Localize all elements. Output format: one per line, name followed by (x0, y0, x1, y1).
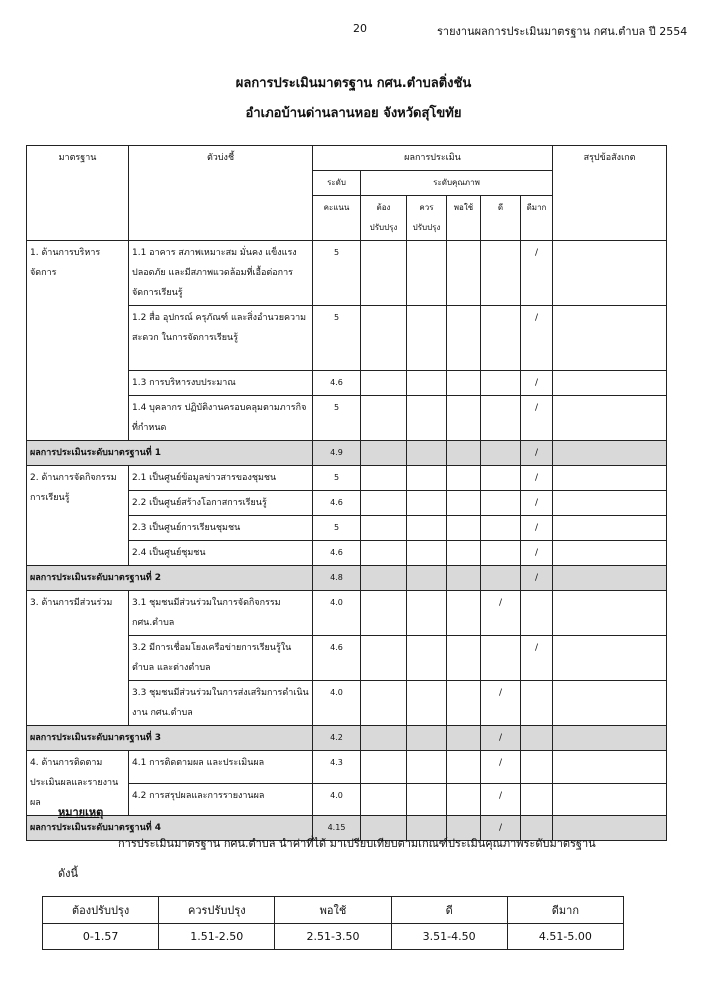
level-cell (481, 396, 521, 441)
indicator-cell: 2.2 เป็นศูนย์สร้างโอกาสการเรียนรู้ (129, 491, 313, 516)
summary-row (27, 566, 667, 591)
header-level-very-good: ดีมาก (521, 196, 553, 241)
indicator-row (27, 241, 667, 306)
indicator-cell: 3.1 ชุมชนมีส่วนร่วมในการจัดกิจกรรม กศน.ตำบล (129, 591, 313, 636)
level-cell (361, 491, 407, 516)
summary-level-cell (361, 726, 407, 751)
criteria-label: ควรปรับปรุง (159, 897, 275, 924)
header-level-must-improve: ต้อง ปรับปรุง (361, 196, 407, 241)
indicator-cell: 4.1 การติดตามผล และประเมินผล (129, 751, 313, 784)
standard-cell: 1. ด้านการบริหารจัดการ (27, 241, 129, 441)
level-cell: / (521, 541, 553, 566)
level-cell (481, 306, 521, 371)
level-cell (447, 636, 481, 681)
criteria-range: 4.51-5.00 (507, 924, 623, 950)
criteria-label: ต้องปรับปรุง (43, 897, 159, 924)
criteria-range: 0-1.57 (43, 924, 159, 950)
summary-label: ผลการประเมินระดับมาตรฐานที่ 3 (27, 726, 313, 751)
level-cell (447, 516, 481, 541)
note-text: การประเมินมาตรฐาน กศน.ตำบล นำค่าที่ได้ มาเปรียบเทียบตามเกณฑ์ประเมินคุณภาพระดับมาตรฐาน (118, 837, 596, 850)
level-cell (481, 541, 521, 566)
note-text-continued: ดังนี้ (58, 867, 79, 880)
level-cell (407, 396, 447, 441)
score-cell: 5 (313, 396, 361, 441)
note-title: หมายเหตุ (58, 806, 104, 819)
level-cell (521, 783, 553, 816)
indicator-cell: 3.2 มีการเชื่อมโยงเครือข่ายการเรียนรู้ในตำบล และต่างตำบล (129, 636, 313, 681)
level-cell (447, 306, 481, 371)
level-cell (407, 241, 447, 306)
observation-cell (553, 591, 667, 636)
observation-cell (553, 751, 667, 784)
summary-observation-cell (553, 566, 667, 591)
level-cell (361, 241, 407, 306)
summary-row (27, 726, 667, 751)
summary-level-cell (447, 726, 481, 751)
document-subtitle: อำเภอบ้านด่านลานหอย จังหวัดสุโขทัย (245, 106, 462, 121)
indicator-cell: 2.4 เป็นศูนย์ชุมชน (129, 541, 313, 566)
header-standard: มาตรฐาน (27, 146, 129, 241)
indicator-row (27, 591, 667, 636)
summary-label: ผลการประเมินระดับมาตรฐานที่ 2 (27, 566, 313, 591)
level-cell: / (481, 591, 521, 636)
level-cell (407, 466, 447, 491)
criteria-range: 3.51-4.50 (391, 924, 507, 950)
level-cell (361, 541, 407, 566)
level-cell (361, 396, 407, 441)
summary-label: ผลการประเมินระดับมาตรฐานที่ 1 (27, 441, 313, 466)
level-cell (481, 466, 521, 491)
level-cell: / (521, 466, 553, 491)
observation-cell (553, 516, 667, 541)
score-cell: 4.3 (313, 751, 361, 784)
observation-cell (553, 636, 667, 681)
level-cell (407, 783, 447, 816)
header-indicator: ตัวบ่งชี้ (129, 146, 313, 241)
level-cell (361, 783, 407, 816)
criteria-label: พอใช้ (275, 897, 391, 924)
level-cell (521, 751, 553, 784)
indicator-row (27, 751, 667, 784)
score-cell: 5 (313, 306, 361, 371)
level-cell (447, 681, 481, 726)
observation-cell (553, 371, 667, 396)
criteria-label: ดีมาก (507, 897, 623, 924)
evaluation-table (26, 145, 667, 841)
level-cell (481, 636, 521, 681)
score-cell: 5 (313, 241, 361, 306)
level-cell (407, 636, 447, 681)
level-cell (407, 371, 447, 396)
observation-cell (553, 306, 667, 371)
indicator-cell: 3.3 ชุมชนมีส่วนร่วมในการส่งเสริมการดำเนินงาน กศน.ตำบล (129, 681, 313, 726)
level-cell (361, 681, 407, 726)
summary-level-cell: / (481, 816, 521, 841)
level-cell: / (521, 241, 553, 306)
criteria-range: 1.51-2.50 (159, 924, 275, 950)
criteria-table (42, 896, 624, 950)
standard-cell: 2. ด้านการจัดกิจกรรมการเรียนรู้ (27, 466, 129, 566)
score-cell: 4.6 (313, 491, 361, 516)
level-cell: / (521, 371, 553, 396)
observation-cell (553, 396, 667, 441)
report-header-title: รายงานผลการประเมินมาตรฐาน กศน.ตำบล ปี 2554 (437, 25, 688, 38)
summary-level-cell (521, 726, 553, 751)
level-cell (407, 306, 447, 371)
summary-level-cell (407, 726, 447, 751)
summary-level-cell: / (521, 566, 553, 591)
standard-cell: 4. ด้านการติดตามประเมินผลและรายงานผล (27, 751, 129, 816)
level-cell (447, 466, 481, 491)
level-cell (361, 636, 407, 681)
summary-level-cell: / (481, 726, 521, 751)
summary-observation-cell (553, 726, 667, 751)
level-cell: / (521, 491, 553, 516)
level-cell (361, 371, 407, 396)
summary-level-cell (447, 566, 481, 591)
level-cell (521, 591, 553, 636)
indicator-row (27, 466, 667, 491)
observation-cell (553, 783, 667, 816)
level-cell (447, 591, 481, 636)
indicator-cell: 1.3 การบริหารงบประมาณ (129, 371, 313, 396)
level-cell: / (521, 636, 553, 681)
summary-label: ผลการประเมินระดับมาตรฐานที่ 4 (27, 816, 313, 841)
summary-row (27, 441, 667, 466)
score-cell: 5 (313, 466, 361, 491)
level-cell (447, 241, 481, 306)
indicator-cell: 2.3 เป็นศูนย์การเรียนชุมชน (129, 516, 313, 541)
summary-observation-cell (553, 441, 667, 466)
header-quality-level: ระดับคุณภาพ (361, 171, 553, 196)
score-cell: 4.6 (313, 541, 361, 566)
level-cell (407, 591, 447, 636)
level-cell: / (481, 783, 521, 816)
level-cell: / (521, 396, 553, 441)
level-cell (447, 396, 481, 441)
summary-score: 4.9 (313, 441, 361, 466)
level-cell (361, 591, 407, 636)
level-cell (407, 751, 447, 784)
level-cell (447, 541, 481, 566)
summary-level-cell (361, 566, 407, 591)
score-cell: 4.6 (313, 371, 361, 396)
summary-score: 4.8 (313, 566, 361, 591)
score-cell: 5 (313, 516, 361, 541)
level-cell (447, 371, 481, 396)
criteria-range: 2.51-3.50 (275, 924, 391, 950)
summary-level-cell (481, 441, 521, 466)
level-cell (481, 371, 521, 396)
indicator-cell: 4.2 การสรุปผลและการรายงานผล (129, 783, 313, 816)
summary-level-cell: / (521, 441, 553, 466)
level-cell (481, 516, 521, 541)
level-cell: / (481, 681, 521, 726)
level-cell (481, 241, 521, 306)
level-cell: / (521, 516, 553, 541)
summary-level-cell (481, 566, 521, 591)
page-number: 20 (353, 22, 367, 35)
level-cell (407, 516, 447, 541)
summary-level-cell (407, 566, 447, 591)
header-level-good: ดี (481, 196, 521, 241)
indicator-cell: 1.2 สื่อ อุปกรณ์ ครุภัณฑ์ และสิ่งอำนวยความสะดวก ในการจัดการเรียนรู้ (129, 306, 313, 371)
summary-level-cell (361, 441, 407, 466)
score-cell: 4.0 (313, 783, 361, 816)
document-title: ผลการประเมินมาตรฐาน กศน.ตำบลติ่งชัน (235, 76, 472, 91)
header-score-unit: คะแนน (313, 196, 361, 241)
score-cell: 4.0 (313, 591, 361, 636)
indicator-cell: 1.1 อาคาร สภาพเหมาะสม มั่นคง แข็งแรง ปลอดภัย และมีสภาพแวดล้อมที่เอื้อต่อการจัดการเรียนรู้ (129, 241, 313, 306)
level-cell (521, 681, 553, 726)
observation-cell (553, 241, 667, 306)
header-level-should-improve: ควร ปรับปรุง (407, 196, 447, 241)
observation-cell (553, 681, 667, 726)
observation-cell (553, 491, 667, 516)
level-cell (447, 783, 481, 816)
level-cell (361, 306, 407, 371)
standard-cell: 3. ด้านการมีส่วนร่วม (27, 591, 129, 726)
criteria-label: ดี (391, 897, 507, 924)
level-cell (481, 491, 521, 516)
score-cell: 4.0 (313, 681, 361, 726)
level-cell (447, 751, 481, 784)
level-cell (361, 751, 407, 784)
summary-score: 4.15 (313, 816, 361, 841)
observation-cell (553, 541, 667, 566)
level-cell: / (521, 306, 553, 371)
level-cell (407, 541, 447, 566)
level-cell (361, 516, 407, 541)
header-score-level: ระดับ (313, 171, 361, 196)
summary-level-cell (407, 441, 447, 466)
level-cell (407, 681, 447, 726)
header-observation: สรุปข้อสังเกต (553, 146, 667, 241)
header-result: ผลการประเมิน (313, 146, 553, 171)
level-cell: / (481, 751, 521, 784)
observation-cell (553, 466, 667, 491)
level-cell (407, 491, 447, 516)
indicator-cell: 1.4 บุคลากร ปฏิบัติงานครอบคลุมตามภารกิจที่กำหนด (129, 396, 313, 441)
summary-level-cell (447, 441, 481, 466)
indicator-cell: 2.1 เป็นศูนย์ข้อมูลข่าวสารของชุมชน (129, 466, 313, 491)
summary-score: 4.2 (313, 726, 361, 751)
score-cell: 4.6 (313, 636, 361, 681)
level-cell (447, 491, 481, 516)
level-cell (361, 466, 407, 491)
header-level-fair: พอใช้ (447, 196, 481, 241)
